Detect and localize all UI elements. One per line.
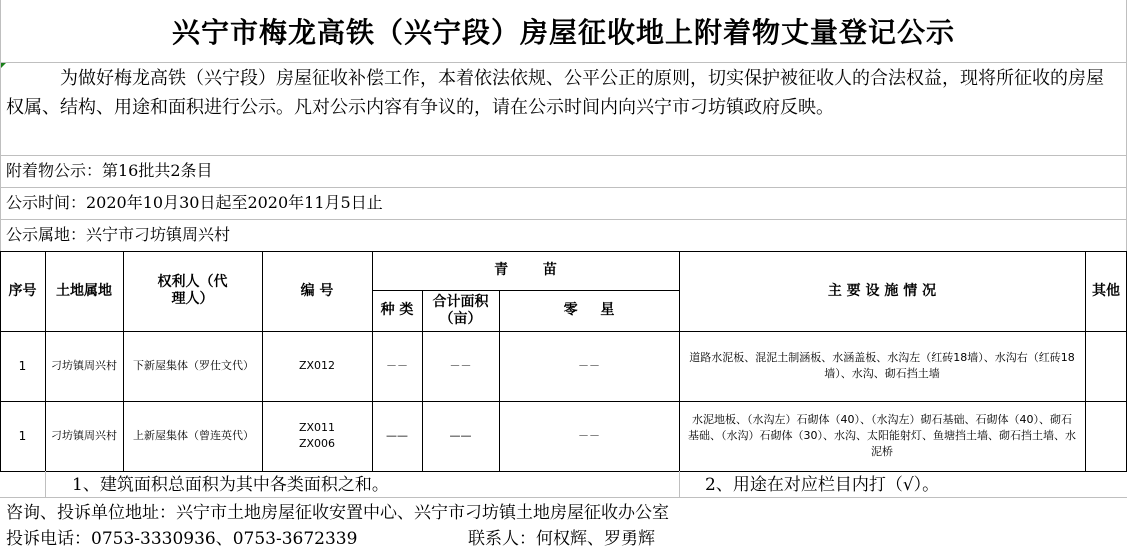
row-kind: －－ bbox=[386, 359, 408, 372]
contact-phone: 投诉电话：0753-3330936、0753-3672339 bbox=[6, 529, 358, 549]
row-area: －－ bbox=[449, 359, 472, 372]
location-info: 公示属地：兴宁市刁坊镇周兴村 bbox=[6, 225, 231, 244]
row-seq: 1 bbox=[18, 429, 27, 443]
row-seq: 1 bbox=[18, 359, 27, 373]
header-seq: 序号 bbox=[8, 282, 37, 299]
header-area: 合计面积（亩） bbox=[432, 293, 489, 327]
contact-address: 咨询、投诉单位地址：兴宁市土地房屋征收安置中心、兴宁市刁坊镇土地房屋征收办公室 bbox=[6, 503, 669, 523]
header-crops: 青 苗 bbox=[494, 262, 557, 278]
row-code: ZX012 bbox=[298, 359, 336, 372]
header-scattered: 零 星 bbox=[563, 302, 615, 318]
row-scattered: －－ bbox=[578, 429, 600, 442]
row-other bbox=[1085, 401, 1127, 471]
row-owner: 上新屋集体（曾连英代） bbox=[133, 429, 254, 442]
contact-people: 联系人：何权辉、罗勇辉 bbox=[468, 529, 655, 549]
row-facilities: 道路水泥板、混泥土制涵板、水涵盖板、水沟左（红砖18墙）、水沟右（红砖18墙）、水沟、砌石挡土墙 bbox=[689, 351, 1075, 380]
header-kind: 种 类 bbox=[380, 302, 414, 318]
batch-info: 附着物公示：第16批共2条目 bbox=[6, 161, 213, 180]
header-owner: 权利人（代理人） bbox=[157, 274, 228, 307]
row-land: 刁坊镇周兴村 bbox=[51, 429, 117, 442]
row-land: 刁坊镇周兴村 bbox=[51, 359, 117, 372]
row-facilities: 水泥地板、（水沟左）石砌体（40）、（水沟左）砌石基础、石砌体（40）、砌石基础、（水沟）石砌体（30）、水沟、太阳能射灯、鱼塘挡土墙、砌石挡土墙、水泥桥 bbox=[688, 413, 1076, 458]
intro-paragraph: 为做好梅龙高铁（兴宁段）房屋征收补偿工作，本着依法依规、公平公正的原则，切实保护被征收人的合法权益，现将所征收的房屋权属、结构、用途和面积进行公示。凡对公示内容有争议的，请在公示时间内向兴宁市刁坊镇政府反映。 bbox=[6, 68, 1104, 118]
row-kind: —— bbox=[386, 429, 408, 442]
row-code: ZX011 ZX006 bbox=[298, 421, 336, 450]
row-area: —— bbox=[449, 429, 472, 442]
period-info: 公示时间：2020年10月30日起至2020年11月5日止 bbox=[6, 193, 383, 212]
header-code: 编 号 bbox=[300, 282, 334, 299]
note-1: 1、建筑面积总面积为其中各类面积之和。 bbox=[72, 475, 389, 495]
header-land: 土地属地 bbox=[56, 282, 112, 299]
note-2: 2、用途在对应栏目内打（√）。 bbox=[705, 475, 940, 495]
header-facilities: 主 要 设 施 情 况 bbox=[827, 282, 937, 299]
page-title: 兴宁市梅龙高铁（兴宁段）房屋征收地上附着物丈量登记公示 bbox=[171, 16, 955, 49]
row-scattered: －－ bbox=[578, 359, 600, 372]
header-other: 其他 bbox=[1092, 282, 1120, 299]
row-owner: 下新屋集体（罗仕文代） bbox=[133, 359, 254, 372]
row-other bbox=[1085, 331, 1127, 401]
